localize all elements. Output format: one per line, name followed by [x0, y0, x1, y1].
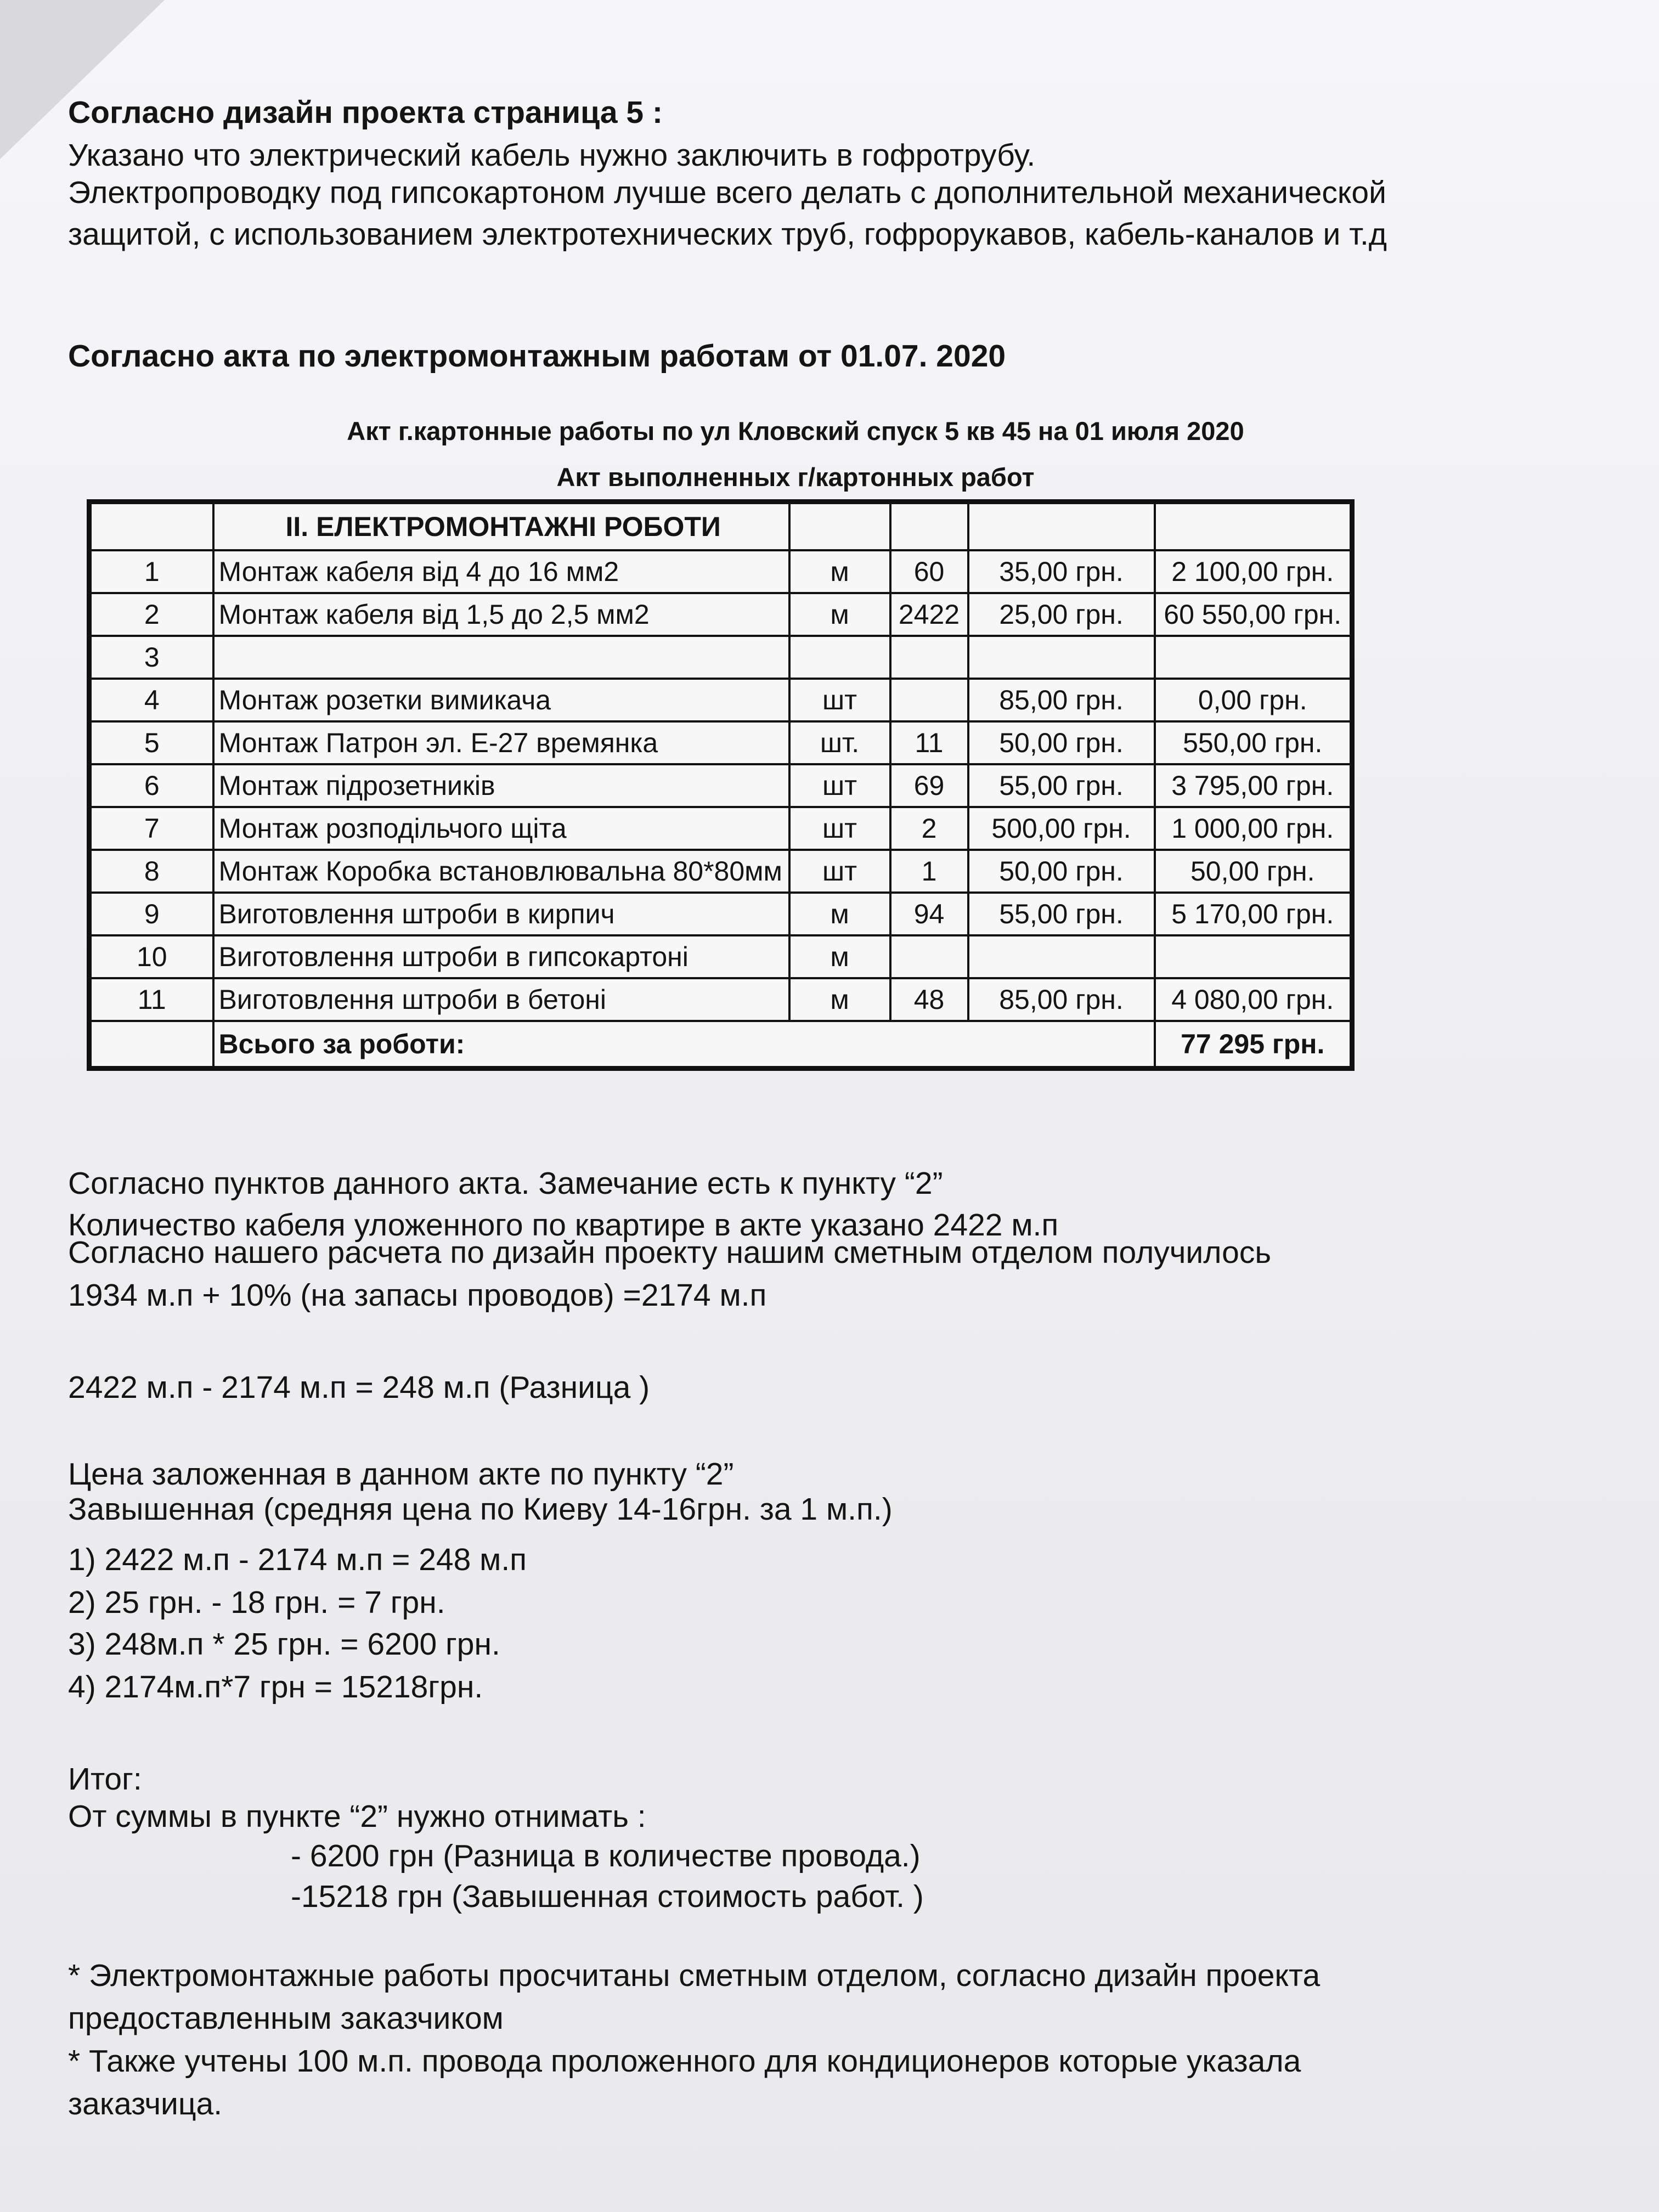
calc-line: 3) 248м.п * 25 грн. = 6200 грн. [68, 1627, 500, 1662]
price: 500,00 грн. [968, 807, 1155, 850]
work-name: Монтаж кабеля від 4 до 16 мм2 [213, 550, 789, 593]
work-name: Монтаж розподільчого щіта [213, 807, 789, 850]
row-number: 9 [89, 893, 213, 935]
intro-line: защитой, с использованием электротехнических труб, гофрорукавов, кабель-каналов и т.д [68, 217, 1387, 252]
price: 25,00 грн. [968, 593, 1155, 636]
quantity [890, 636, 968, 679]
quantity [890, 935, 968, 978]
work-name: Виготовлення штроби в гипсокартоні [213, 935, 789, 978]
work-name: Монтаж підрозетників [213, 764, 789, 807]
remark-line: 1934 м.п + 10% (на запасы проводов) =2174 м.п [68, 1278, 767, 1313]
table-row [89, 679, 1352, 721]
table-total-row [89, 1021, 1352, 1069]
work-name [213, 636, 789, 679]
intro-line: Электропроводку под гипсокартоном лучше всего делать с дополнительной механической [68, 175, 1386, 210]
amount: 3 795,00 грн. [1155, 764, 1352, 807]
table-cell [1155, 502, 1352, 551]
quantity: 11 [890, 721, 968, 764]
table-row [89, 935, 1352, 978]
table-row [89, 721, 1352, 764]
unit: м [789, 893, 890, 935]
note-line: * Электромонтажные работы просчитаны сметным отделом, согласно дизайн проекта [68, 1958, 1321, 1993]
amount: 60 550,00 грн. [1155, 593, 1352, 636]
calc-line: 4) 2174м.п*7 грн = 15218грн. [68, 1669, 483, 1705]
unit: шт. [789, 721, 890, 764]
row-number: 6 [89, 764, 213, 807]
quantity: 2422 [890, 593, 968, 636]
price: 55,00 грн. [968, 764, 1155, 807]
price [968, 636, 1155, 679]
amount [1155, 935, 1352, 978]
table-row [89, 593, 1352, 636]
table-cell [890, 502, 968, 551]
remark-line: Согласно нашего расчета по дизайн проекту нашим сметным отделом получилось [68, 1235, 1272, 1270]
summary-item: - 6200 грн (Разница в количестве провода.) [291, 1838, 921, 1874]
unit: м [789, 593, 890, 636]
unit: шт [789, 679, 890, 721]
amount [1155, 636, 1352, 679]
table-cell [968, 502, 1155, 551]
quantity: 94 [890, 893, 968, 935]
work-name: Монтаж кабеля від 1,5 до 2,5 мм2 [213, 593, 789, 636]
quantity: 2 [890, 807, 968, 850]
price: 35,00 грн. [968, 550, 1155, 593]
price: 50,00 грн. [968, 850, 1155, 893]
act-reference-heading: Согласно акта по электромонтажным работам от 01.07. 2020 [68, 338, 1006, 374]
section-title: ІІ. ЕЛЕКТРОМОНТАЖНІ РОБОТИ [213, 502, 789, 551]
intro-line: Указано что электрический кабель нужно заключить в гофротрубу. [68, 138, 1036, 173]
row-number: 4 [89, 679, 213, 721]
price-line: Цена заложенная в данном акте по пункту “2” [68, 1457, 734, 1492]
unit: шт [789, 807, 890, 850]
intro-heading: Согласно дизайн проекта страница 5 : [68, 95, 663, 130]
price: 50,00 грн. [968, 721, 1155, 764]
remark-line: Согласно пунктов данного акта. Замечание есть к пункту “2” [68, 1166, 943, 1201]
table-row [89, 807, 1352, 850]
price [968, 935, 1155, 978]
work-name: Монтаж розетки вимикача [213, 679, 789, 721]
act-table [87, 499, 1355, 1071]
row-number: 8 [89, 850, 213, 893]
note-line: предоставленным заказчиком [68, 2001, 504, 2036]
total-label: Всього за роботи: [213, 1021, 1155, 1069]
table-row [89, 550, 1352, 593]
quantity [890, 679, 968, 721]
act-subtitle: Акт выполненных г/картонных работ [556, 462, 1035, 492]
amount: 50,00 грн. [1155, 850, 1352, 893]
row-number: 5 [89, 721, 213, 764]
amount: 4 080,00 грн. [1155, 978, 1352, 1021]
summary-title: Итог: [68, 1762, 142, 1797]
amount: 5 170,00 грн. [1155, 893, 1352, 935]
unit: м [789, 978, 890, 1021]
amount: 550,00 грн. [1155, 721, 1352, 764]
quantity: 60 [890, 550, 968, 593]
calc-line: 2) 25 грн. - 18 грн. = 7 грн. [68, 1585, 445, 1620]
quantity: 48 [890, 978, 968, 1021]
amount: 2 100,00 грн. [1155, 550, 1352, 593]
unit: шт [789, 850, 890, 893]
unit: м [789, 935, 890, 978]
table-row [89, 850, 1352, 893]
work-name: Монтаж Патрон эл. Е-27 времянка [213, 721, 789, 764]
quantity: 69 [890, 764, 968, 807]
price: 55,00 грн. [968, 893, 1155, 935]
note-line: * Также учтены 100 м.п. провода проложенного для кондиционеров которые указала [68, 2044, 1301, 2079]
row-number: 10 [89, 935, 213, 978]
unit: шт [789, 764, 890, 807]
work-name: Монтаж Коробка встановлювальна 80*80мм [213, 850, 789, 893]
quantity: 1 [890, 850, 968, 893]
table-row [89, 636, 1352, 679]
price-line: Завышенная (средняя цена по Киеву 14-16грн. за 1 м.п.) [68, 1492, 893, 1527]
difference-line: 2422 м.п - 2174 м.п = 248 м.п (Разница ) [68, 1370, 650, 1405]
unit [789, 636, 890, 679]
total-value: 77 295 грн. [1155, 1021, 1352, 1069]
table-cell [89, 502, 213, 551]
calc-line: 1) 2422 м.п - 2174 м.п = 248 м.п [68, 1542, 527, 1577]
act-title: Акт г.картонные работы по ул Кловский спуск 5 кв 45 на 01 июля 2020 [347, 416, 1244, 445]
amount: 1 000,00 грн. [1155, 807, 1352, 850]
summary-item: -15218 грн (Завышенная стоимость работ. ) [291, 1879, 924, 1914]
table-row [89, 764, 1352, 807]
row-number: 3 [89, 636, 213, 679]
table-header-row [89, 502, 1352, 551]
amount: 0,00 грн. [1155, 679, 1352, 721]
note-line: заказчица. [68, 2086, 223, 2121]
table-cell [789, 502, 890, 551]
table-cell [89, 1021, 213, 1069]
work-name: Виготовлення штроби в кирпич [213, 893, 789, 935]
work-name: Виготовлення штроби в бетоні [213, 978, 789, 1021]
unit: м [789, 550, 890, 593]
row-number: 11 [89, 978, 213, 1021]
row-number: 7 [89, 807, 213, 850]
row-number: 1 [89, 550, 213, 593]
remark-line: Количество кабеля уложенного по квартире в акте указано 2422 м.п [68, 1207, 1059, 1243]
summary-line: От суммы в пункте “2” нужно отнимать : [68, 1799, 646, 1834]
price: 85,00 грн. [968, 978, 1155, 1021]
table-row [89, 978, 1352, 1021]
price: 85,00 грн. [968, 679, 1155, 721]
row-number: 2 [89, 593, 213, 636]
table-row [89, 893, 1352, 935]
